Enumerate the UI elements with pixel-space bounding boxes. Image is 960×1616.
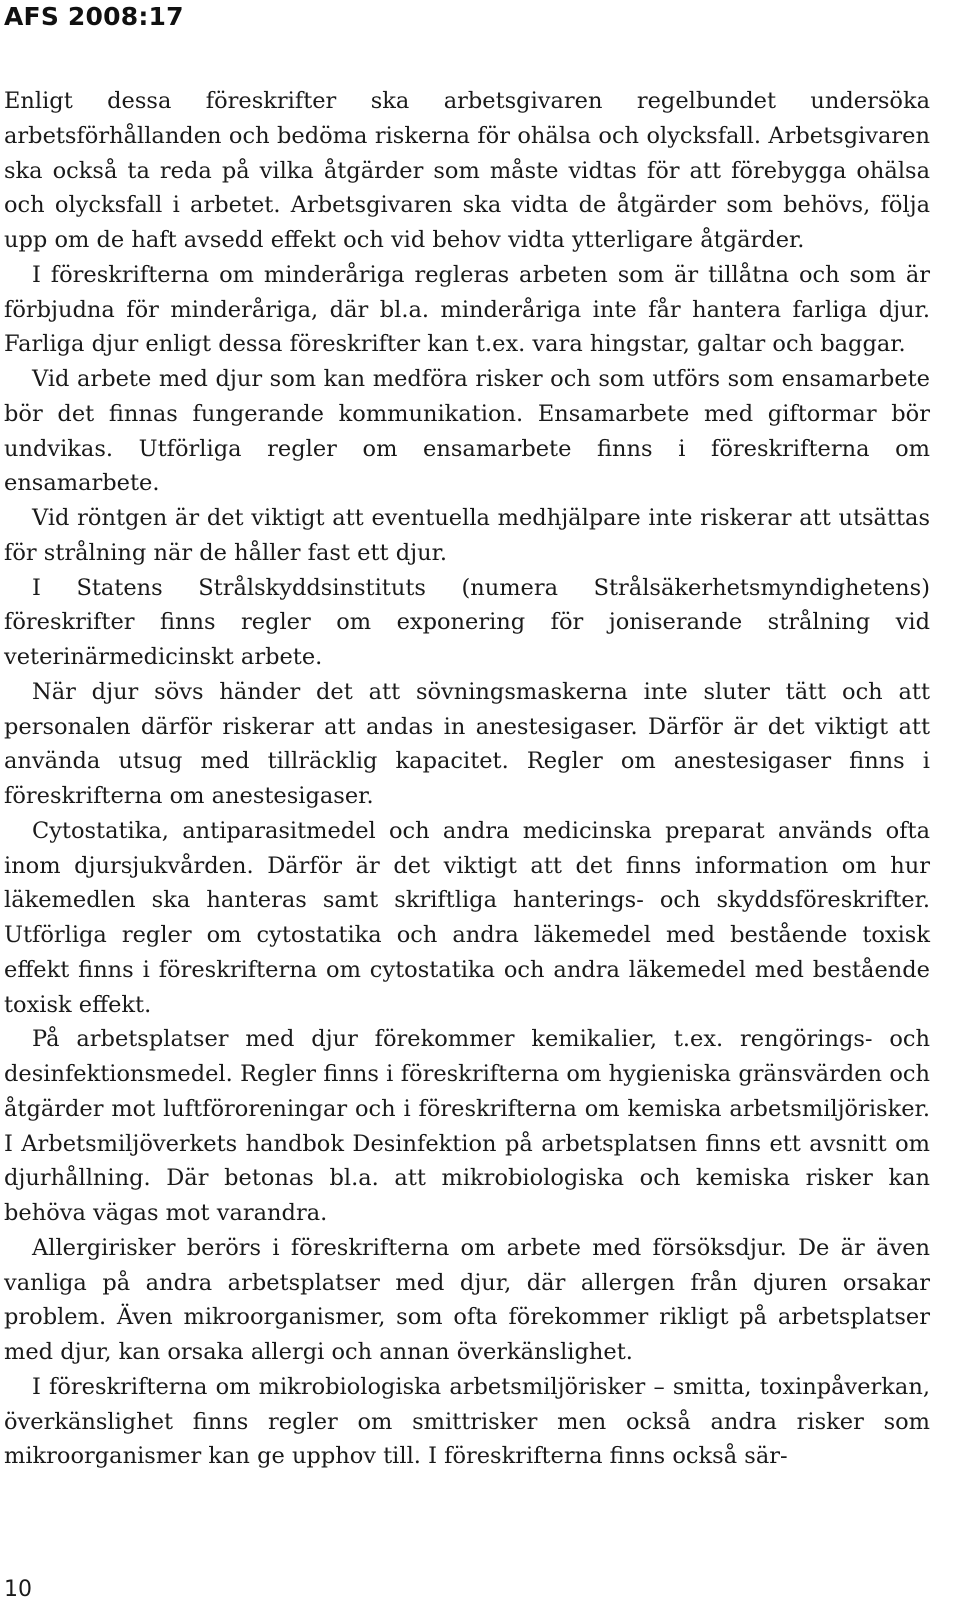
paragraph-solitary-work: Vid arbete med djur som kan medföra risker och som utförs som ensamarbete bör det finnas fungerande kommunikation. Ensamarbete med giftormar bör undvikas. Utförliga regler om ensamarbete finns i föreskrifterna om ensamarbete. xyxy=(4,366,930,497)
paragraph-risk-assessment: Enligt dessa föreskrifter ska arbetsgivaren regelbundet undersöka arbetsförhållanden och bedöma riskerna för ohälsa och olycksfall. Arbetsgivaren ska också ta reda på vilka åtgärder som måste vidtas för att förebygga ohälsa och olycksfall i arbetet. Arbetsgivaren ska vidta de åtgärder som behövs, följa upp om de haft avsedd effekt och vid behov vidta ytterligare åtgärder. xyxy=(4,88,930,253)
paragraph-anesthetic-gases: När djur sövs händer det att sövningsmaskerna inte sluter tätt och att personalen därför riskerar att andas in anestesigaser. Därför är det viktigt att använda utsug med tillräcklig kapacitet. Regler om anestesigaser finns i föreskrifterna om anestesigaser. xyxy=(4,678,930,809)
paragraph-cytostatics: Cytostatika, antiparasitmedel och andra medicinska preparat används ofta inom djursjukvården. Därför är det viktigt att det finns information om hur läkemedlen ska hanteras samt skriftliga hanterings- och skyddsföreskrifter. Utförliga regler om cytostatika och andra läkemedel med bestående toxisk effekt finns i föreskrifterna om cytostatika och andra läkemedel med bestående toxisk effekt. xyxy=(4,817,930,1018)
page-number: 10 xyxy=(4,1577,32,1602)
paragraph-microbiological-risks: I föreskrifterna om mikrobiologiska arbetsmiljörisker – smitta, toxinpåverkan, överkänslighet finns regler om smittrisker men också andra risker som mikroorganismer kan ge upphov till. I föreskrifterna finns också sär- xyxy=(4,1373,930,1470)
document-id-header: AFS 2008:17 xyxy=(4,2,184,31)
paragraph-allergies: Allergirisker berörs i föreskrifterna om arbete med försöksdjur. De är även vanliga på andra arbetsplatser med djur, där allergen från djuren orsakar problem. Även mikroorganismer, som ofta förekommer rikligt på arbetsplatser med djur, kan orsaka allergi och annan överkänslighet. xyxy=(4,1234,930,1365)
paragraph-chemicals: På arbetsplatser med djur förekommer kemikalier, t.ex. rengörings- och desinfektionsmedel. Regler finns i föreskrifterna om hygieniska gränsvärden och åtgärder mot luftföroreningar och i föreskrifterna om kemiska arbetsmiljörisker. I Arbetsmiljöverkets handbok Desinfektion på arbetsplatsen finns ett avsnitt om djurhållning. Där betonas bl.a. att mikrobiologiska och kemiska risker kan behöva vägas mot varandra. xyxy=(4,1026,930,1226)
paragraph-xray: Vid röntgen är det viktigt att eventuella medhjälpare inte riskerar att utsättas för strålning när de håller fast ett djur. xyxy=(4,505,930,566)
paragraph-minors: I föreskrifterna om minderåriga regleras arbeten som är tillåtna och som är förbjudna för minderåriga, där bl.a. minderåriga inte får hantera farliga djur. Farliga djur enligt dessa föreskrifter kan t.ex. vara hingstar, galtar och baggar. xyxy=(4,261,930,358)
paragraph-radiation-rules: I Statens Strålskyddsinstituts (numera Strålsäkerhetsmyndighetens) föreskrifter finns regler om exponering för joniserande strålning vid veterinärmedicinskt arbete. xyxy=(4,574,930,670)
body-text xyxy=(4,84,930,1474)
